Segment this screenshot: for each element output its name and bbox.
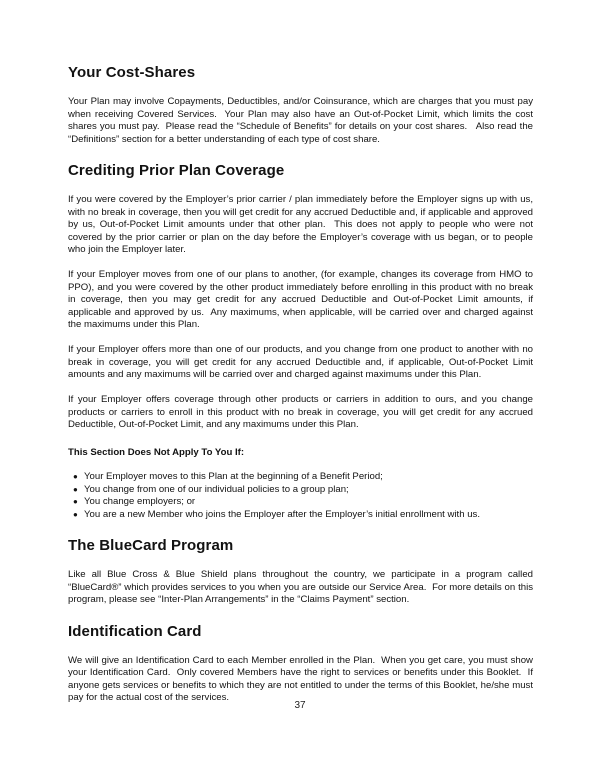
paragraph: Like all Blue Cross & Blue Shield plans throughout the country, we participate in a program called “BlueCard®” which provides services to you when you are outside our Service Area. For more details on this program, please see “Inter-Plan Arrangements” in the “Claims Payment” section. <box>68 569 536 605</box>
bullet-icon: ● <box>73 497 78 506</box>
section-heading-crediting-prior-plan-coverage: Crediting Prior Plan Coverage <box>68 162 285 179</box>
bullet-text: You change from one of our individual policies to a group plan; <box>84 483 349 495</box>
list-item <box>68 484 533 497</box>
page-number: 37 <box>294 700 306 711</box>
paragraph: We will give an Identification Card to each Member enrolled in the Plan. When you get care, you must show your Identification Card. Only covered Members have the right to services or benefits under this Booklet. If anyone gets services or benefits to which they are not entitled to under the terms of this Booklet, he/she must pay for the actual cost of the services. <box>68 654 536 703</box>
list-item <box>68 496 533 509</box>
bullet-icon: ● <box>73 484 78 494</box>
bullet-icon: ● <box>73 472 78 481</box>
paragraph: If you were covered by the Employer’s prior carrier / plan immediately before the Employer signs up with us, with no break in coverage, then you will get credit for any accrued Deductible and, if applicable and approved by us, Out-of-Pocket Limit amounts under that other plan. This does not apply to people who were not covered by the prior carrier or plan on the day before the Employer’s coverage with us began, or to people who join the Employer later. <box>68 194 536 255</box>
paragraph: If your Employer offers more than one of our products, and you change from one product to another with no break in coverage, you will get credit for any accrued Deductible and, if applicable, Out-of-Pocket Limit amounts and any maximums will be carried over and charged against maximums under this Plan. <box>68 344 536 380</box>
paragraph: If your Employer offers coverage through other products or carriers in addition to ours, and you change products or carriers to enroll in this product with no break in coverage, you will get credit for any accrued Deductible, Out-of-Pocket Limit, and any maximums under this Plan. <box>68 394 536 430</box>
paragraph: Your Plan may involve Copayments, Deductibles, and/or Coinsurance, which are charges that you must pay when receiving Covered Services. Your Plan may also have an Out-of-Pocket Limit, which limits the cost shares you must pay. Please read the “Schedule of Benefits” for details on your cost shares. Also read the “Definitions” section for a better understanding of each type of cost share. <box>68 96 536 145</box>
paragraph: If your Employer moves from one of our plans to another, (for example, changes its coverage from HMO to PPO), and you were covered by the other product immediately before enrolling in this product with no break in coverage, then you may get credit for any accrued Deductible and Out-of-Pocket Limit amounts, if applicable and approved by us. Any maximums, when applicable, will be carried over and charged against the maximums under this Plan. <box>68 269 536 330</box>
section-heading-the-bluecard-program: The BlueCard Program <box>68 537 234 554</box>
subheading-section-does-not-apply: This Section Does Not Apply To You If: <box>68 446 245 458</box>
bullet-icon: ● <box>73 509 78 519</box>
list-item <box>68 471 533 484</box>
bullet-text: You change employers; or <box>84 496 196 507</box>
section-heading-your-cost-shares: Your Cost-Shares <box>68 64 196 81</box>
list-item <box>68 509 533 522</box>
section-heading-identification-card: Identification Card <box>68 622 202 640</box>
exclusion-bullet-list <box>68 471 533 521</box>
bullet-text: Your Employer moves to this Plan at the beginning of a Benefit Period; <box>84 471 383 482</box>
bullet-text: You are a new Member who joins the Employer after the Employer’s initial enrollment with us. <box>84 508 481 520</box>
